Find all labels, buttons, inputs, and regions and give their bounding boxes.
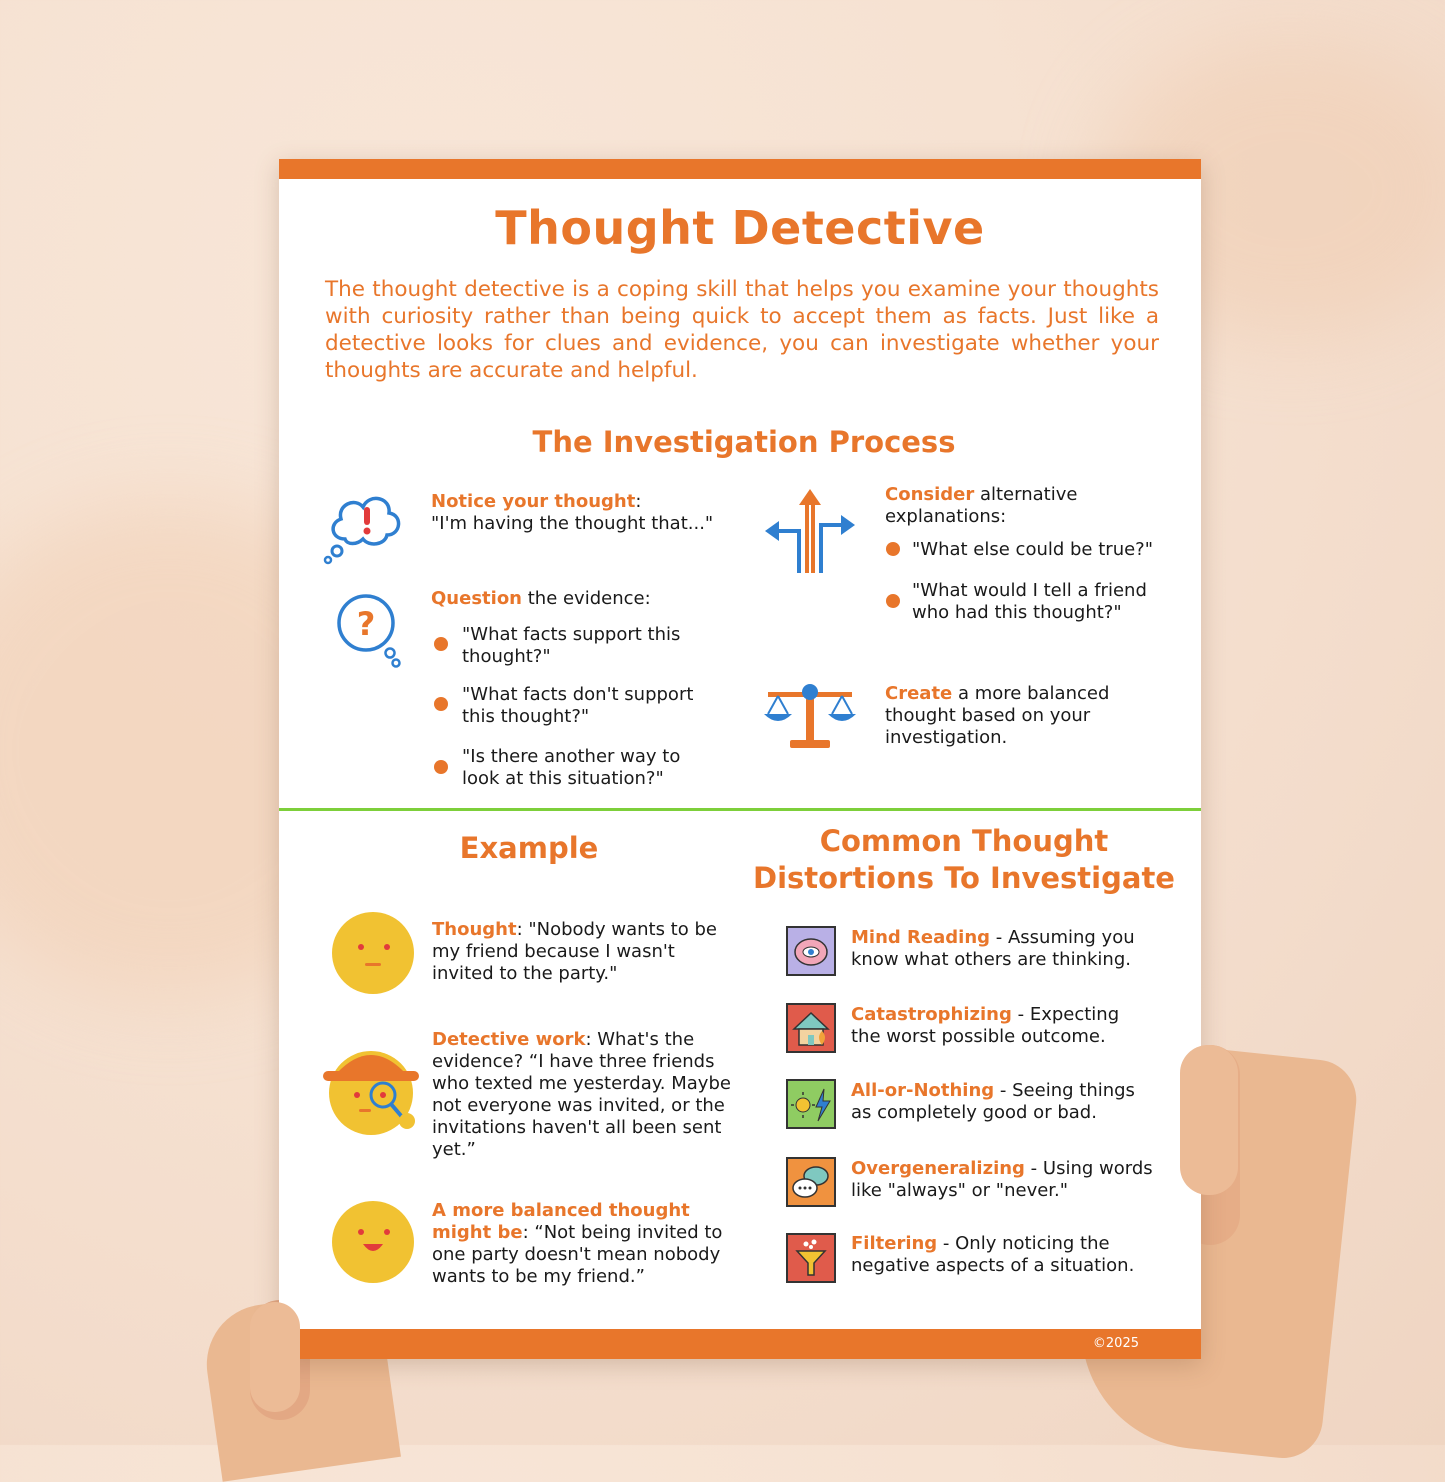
section-divider <box>279 808 1201 811</box>
intro-paragraph: The thought detective is a coping skill that helps you examine your thoughts with curiosity rather than being quick to accept them as facts. Just like a detective looks for clues and evidence, you can investigate whether your thoughts are accurate and helpful. <box>325 277 1159 383</box>
detective-label: Detective work <box>432 1029 586 1050</box>
process-heading: The Investigation Process <box>532 425 956 459</box>
distortions-heading <box>749 823 1179 897</box>
detective-face-icon <box>321 1043 421 1139</box>
house-fire-icon <box>786 1003 836 1053</box>
distortion-label: Mind Reading <box>851 927 991 948</box>
example-thought <box>432 919 722 985</box>
distortion-text: - Expecting the worst possible outcome. <box>851 1004 1120 1047</box>
distortion-text: - Using words like "always" or "never." <box>851 1158 1153 1201</box>
notice-step: Notice your thought: "I'm having the thought that..." <box>431 491 714 534</box>
consider-bullet-2: "What would I tell a friend who had this thought?" <box>912 580 1147 623</box>
right-finger <box>1180 1045 1238 1195</box>
page-title: Thought Detective <box>495 201 985 255</box>
thought-cloud-exclamation-icon <box>323 487 405 567</box>
distortion-text: - Assuming you know what others are thinking. <box>851 927 1135 970</box>
question-label: Question <box>431 588 522 609</box>
distortion-filtering <box>851 1233 1151 1277</box>
split-arrows-icon <box>763 487 857 575</box>
distortion-overgeneralizing <box>851 1158 1161 1202</box>
balanced-text: : “Not being invited to one party doesn't mean nobody wants to be my friend.” <box>432 1222 723 1287</box>
example-balanced <box>432 1200 732 1288</box>
happy-face-icon <box>331 1200 415 1284</box>
question-step <box>431 588 731 610</box>
distortion-label: Catastrophizing <box>851 1004 1012 1025</box>
example-heading: Example <box>459 831 599 865</box>
question-bullet-2: "What facts don't support this thought?" <box>462 684 694 727</box>
sun-lightning-icon <box>786 1079 836 1129</box>
distortion-label: Filtering <box>851 1233 938 1254</box>
distortions-heading-line1: Common Thought <box>819 824 1109 858</box>
distortion-label: Overgeneralizing <box>851 1158 1025 1179</box>
distortion-label: All-or-Nothing <box>851 1080 995 1101</box>
bottom-bar <box>279 1329 1201 1359</box>
speech-bubbles-icon <box>786 1157 836 1207</box>
distortion-mind-reading <box>851 927 1151 971</box>
notice-text: "I'm having the thought that..." <box>431 513 714 534</box>
neutral-face-icon <box>331 911 415 995</box>
create-rest: a more balanced thought based on your investigation. <box>885 683 1110 748</box>
bullet-dot <box>434 637 448 651</box>
left-finger <box>250 1302 300 1412</box>
balanced-label: A more balanced thought might be <box>432 1200 690 1243</box>
brain-eye-icon <box>786 926 836 976</box>
copyright: ©2025 <box>1092 1336 1139 1351</box>
detective-text: : What's the evidence? “I have three friends who texted me yesterday. Maybe not everyone was invited, or the invitations haven't all been sent yet.” <box>432 1029 731 1160</box>
balance-scale-icon <box>762 682 858 752</box>
funnel-icon <box>786 1233 836 1283</box>
top-bar <box>279 159 1201 179</box>
bullet-dot <box>886 542 900 556</box>
svg-text:?: ? <box>356 605 376 643</box>
distortion-all-or-nothing <box>851 1080 1151 1124</box>
question-bullet-1: "What facts support this thought?" <box>462 624 681 667</box>
bullet-dot <box>434 697 448 711</box>
consider-label: Consider <box>885 484 975 505</box>
question-rest: the evidence: <box>522 588 651 609</box>
create-label: Create <box>885 683 953 704</box>
notice-label: Notice your thought <box>431 491 636 512</box>
question-bullet-3: "Is there another way to look at this situation?" <box>462 746 681 789</box>
thought-label: Thought <box>432 919 517 940</box>
bullet-dot <box>434 760 448 774</box>
question-bubble-icon <box>334 591 404 671</box>
consider-bullet-1: "What else could be true?" <box>912 539 1154 560</box>
distortion-text: - Seeing things as completely good or bad. <box>851 1080 1135 1123</box>
consider-rest: alternative explanations: <box>885 484 1078 527</box>
distortions-heading-line2: Distortions To Investigate <box>753 861 1175 895</box>
example-detective-work <box>432 1029 732 1161</box>
distortion-text: - Only noticing the negative aspects of a situation. <box>851 1233 1135 1276</box>
create-step <box>885 683 1135 749</box>
thought-text: : "Nobody wants to be my friend because I wasn't invited to the party." <box>432 919 717 984</box>
consider-step <box>885 484 1145 528</box>
worksheet-page <box>279 159 1201 1359</box>
distortion-catastrophizing <box>851 1004 1151 1048</box>
bullet-dot <box>886 594 900 608</box>
